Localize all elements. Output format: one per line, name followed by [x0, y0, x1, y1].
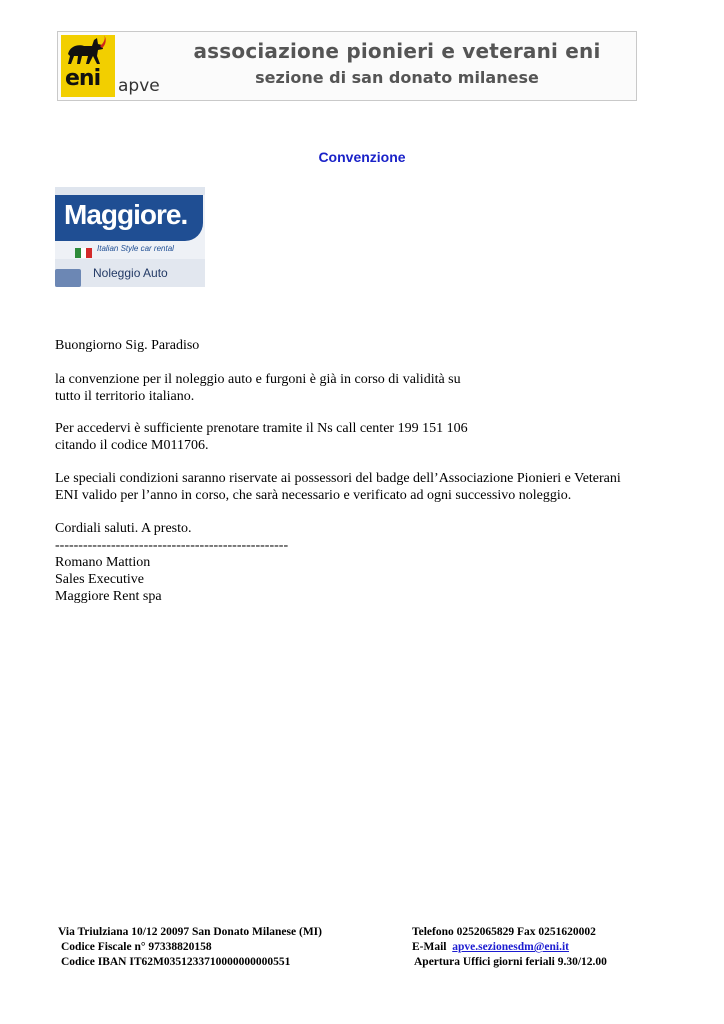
letter-paragraph-1	[55, 371, 461, 405]
letter-paragraph-3-line-2: ENI valido per l’anno in corso, che sarà necessario e verificato ad ogni successivo noleggio.	[55, 488, 572, 503]
maggiore-tab-label: Noleggio Auto	[93, 266, 168, 280]
association-subtitle: sezione di san donato milanese	[255, 68, 539, 87]
signature-separator: --------------------------------------------------	[55, 538, 289, 553]
signer-name: Romano Mattion	[55, 555, 151, 570]
page-footer	[0, 926, 724, 976]
letter-paragraph-2	[55, 420, 468, 454]
letter-closing: Cordiali saluti. A presto.	[55, 521, 192, 536]
maggiore-tagline: Italian Style car rental	[97, 244, 174, 253]
maggiore-tab-marker	[55, 269, 81, 287]
signer-role: Sales Executive	[55, 572, 145, 587]
letter-paragraph-1-line-2: tutto il territorio italiano.	[55, 389, 195, 404]
footer-email	[412, 941, 569, 953]
eni-logo-text: eni	[65, 66, 101, 91]
footer-fiscal-code: Codice Fiscale n° 97338820158	[61, 941, 212, 953]
letter-paragraph-1-line-1: la convenzione per il noleggio auto e furgoni è già in corso di validità su	[55, 372, 461, 387]
eni-logo	[58, 32, 158, 100]
letter-paragraph-3	[55, 470, 621, 504]
footer-iban: Codice IBAN IT62M0351233710000000000551	[61, 956, 291, 968]
six-legged-dog-icon	[62, 34, 108, 68]
letter-paragraph-3-line-1: Le speciali condizioni saranno riservate ai possessori del badge dell’Associazione Pionieri e Veterani	[55, 471, 621, 486]
letter-paragraph-2-line-1: Per accedervi è sufficiente prenotare tramite il Ns call center 199 151 106	[55, 421, 468, 436]
footer-email-label: E-Mail	[412, 941, 447, 953]
footer-phone: Telefono 0252065829 Fax 0251620002	[412, 926, 596, 938]
apve-logo-text: apve	[118, 76, 160, 96]
maggiore-brand-text: Maggiore.	[64, 199, 188, 230]
signer-company: Maggiore Rent spa	[55, 589, 162, 604]
letter-greeting: Buongiorno Sig. Paradiso	[55, 338, 200, 353]
footer-email-link[interactable]: apve.sezionesdm@eni.it	[452, 941, 569, 953]
footer-office-hours: Apertura Uffici giorni feriali 9.30/12.00	[414, 956, 607, 968]
association-title: associazione pionieri e veterani eni	[193, 39, 601, 63]
letter-paragraph-2-line-2: citando il codice M011706.	[55, 438, 209, 453]
maggiore-logo	[55, 187, 205, 287]
header-banner	[57, 31, 637, 101]
footer-address: Via Triulziana 10/12 20097 San Donato Milanese (MI)	[58, 926, 322, 938]
document-title: Convenzione	[318, 149, 406, 165]
italian-flag-icon	[75, 245, 92, 255]
